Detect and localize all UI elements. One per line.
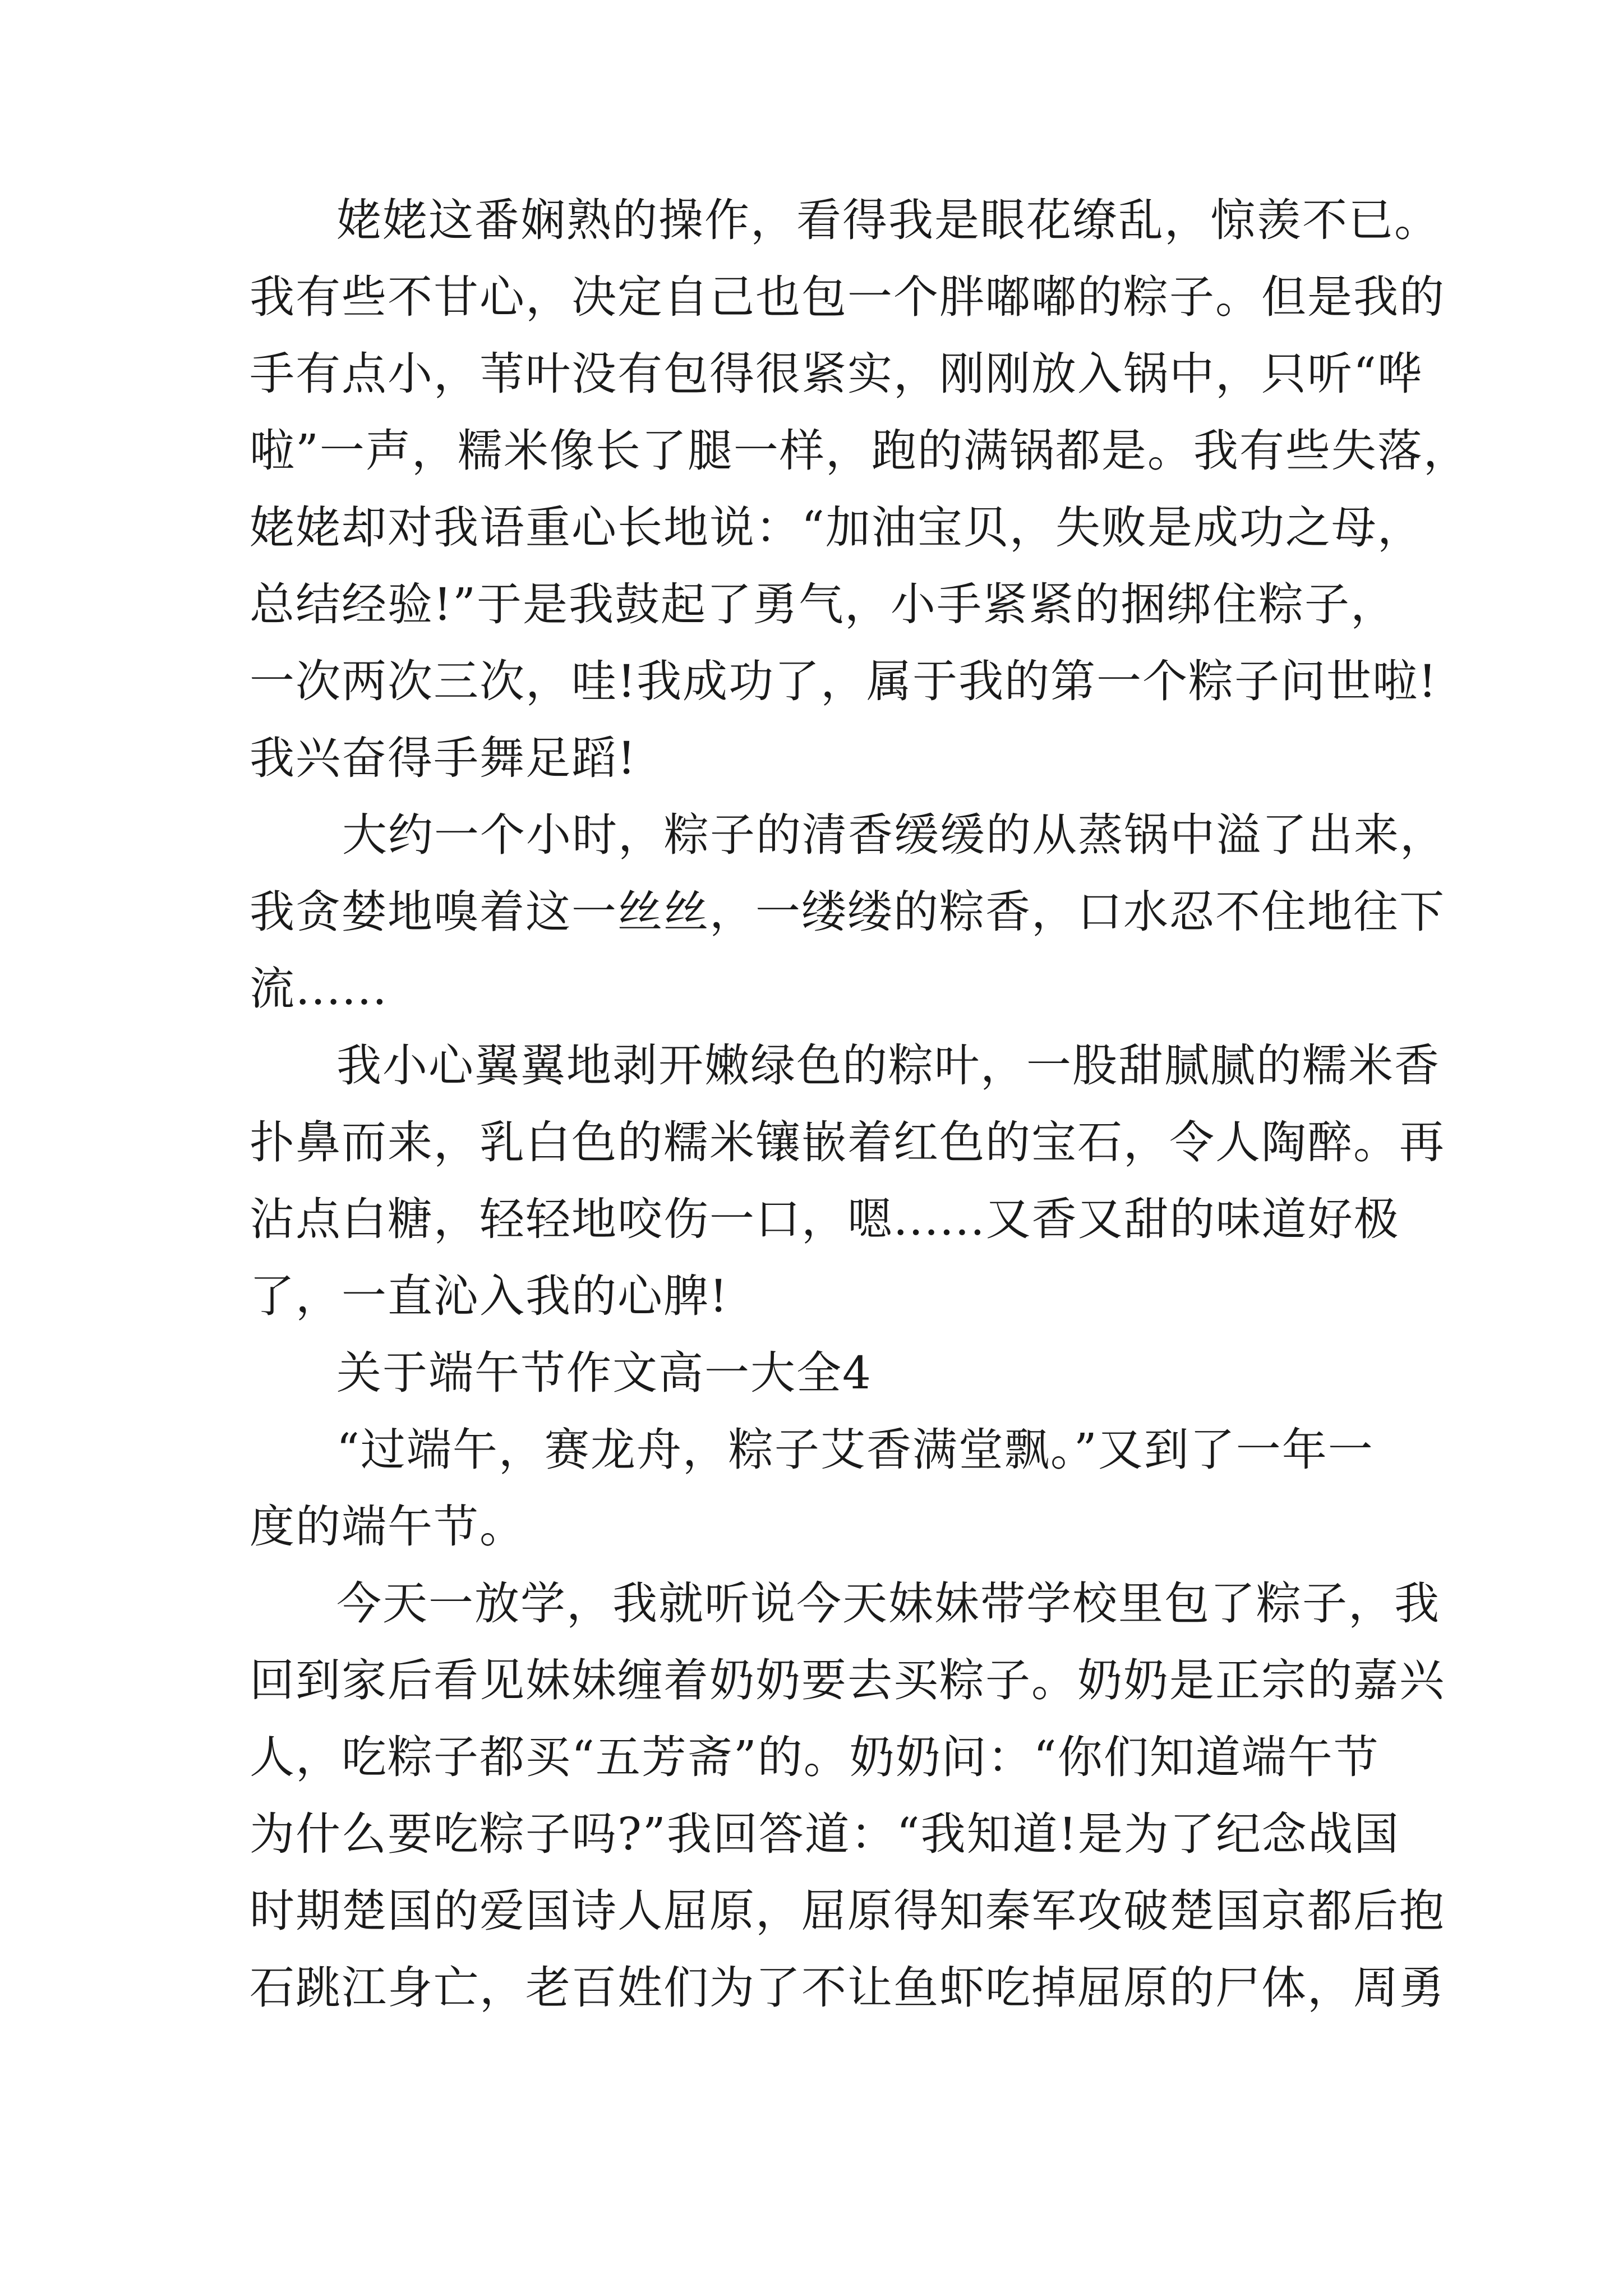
paragraph-line: 总结经验!”于是我鼓起了勇气，小手紧紧的捆绑住粽子，: [250, 578, 1397, 631]
paragraph-line: 姥姥却对我语重心长地说：“加油宝贝，失败是成功之母，: [250, 501, 1423, 554]
paragraph-line: “过端午，赛龙舟，粽子艾香满堂飘。”又到了一年一: [336, 1424, 1374, 1476]
paragraph-line: 流......: [250, 963, 388, 1015]
paragraph-line: 一次两次三次，哇!我成功了，属于我的第一个粽子问世啦!: [250, 655, 1438, 707]
paragraph-line: 人，吃粽子都买“五芳斋”的。奶奶问：“你们知道端午节: [250, 1731, 1380, 1783]
paragraph-line: 手有点小，苇叶没有包得很紧实，刚刚放入锅中，只听“哗: [250, 348, 1423, 400]
paragraph-line: 沾点白糖，轻轻地咬伤一口，嗯......又香又甜的味道好极: [250, 1193, 1400, 1245]
paragraph-line: 扑鼻而来，乳白色的糯米镶嵌着红色的宝石，令人陶醉。再: [250, 1116, 1445, 1168]
section-heading: 关于端午节作文高一大全4: [336, 1347, 872, 1399]
paragraph-line: 我小心翼翼地剥开嫩绿色的粽叶，一股甜腻腻的糯米香: [336, 1039, 1440, 1092]
paragraph-line: 石跳江身亡，老百姓们为了不让鱼虾吃掉屈原的尸体，周勇: [250, 1962, 1445, 2014]
paragraph-line: 我有些不甘心，决定自己也包一个胖嘟嘟的粽子。但是我的: [250, 271, 1445, 323]
paragraph-line: 大约一个小时，粽子的清香缓缓的从蒸锅中溢了出来，: [342, 809, 1446, 861]
paragraph-line: 啦”一声，糯米像长了腿一样，跑的满锅都是。我有些失落，: [250, 425, 1469, 477]
paragraph-line: 度的端午节。: [250, 1501, 525, 1553]
paragraph-line: 我贪婪地嗅着这一丝丝，一缕缕的粽香，口水忍不住地往下: [250, 886, 1445, 938]
paragraph-line: 今天一放学，我就听说今天妹妹带学校里包了粽子，我: [336, 1577, 1440, 1630]
paragraph-line: 姥姥这番娴熟的操作，看得我是眼花缭乱，惊羡不已。: [336, 194, 1440, 246]
paragraph-line: 回到家后看见妹妹缠着奶奶要去买粽子。奶奶是正宗的嘉兴: [250, 1654, 1445, 1706]
paragraph-line: 为什么要吃粽子吗?”我回答道：“我知道!是为了纪念战国: [250, 1808, 1400, 1860]
paragraph-line: 了，一直沁入我的心脾!: [250, 1270, 729, 1322]
paragraph-line: 时期楚国的爱国诗人屈原，屈原得知秦军攻破楚国京都后抱: [250, 1885, 1445, 1937]
paragraph-line: 我兴奋得手舞足蹈!: [250, 732, 637, 784]
